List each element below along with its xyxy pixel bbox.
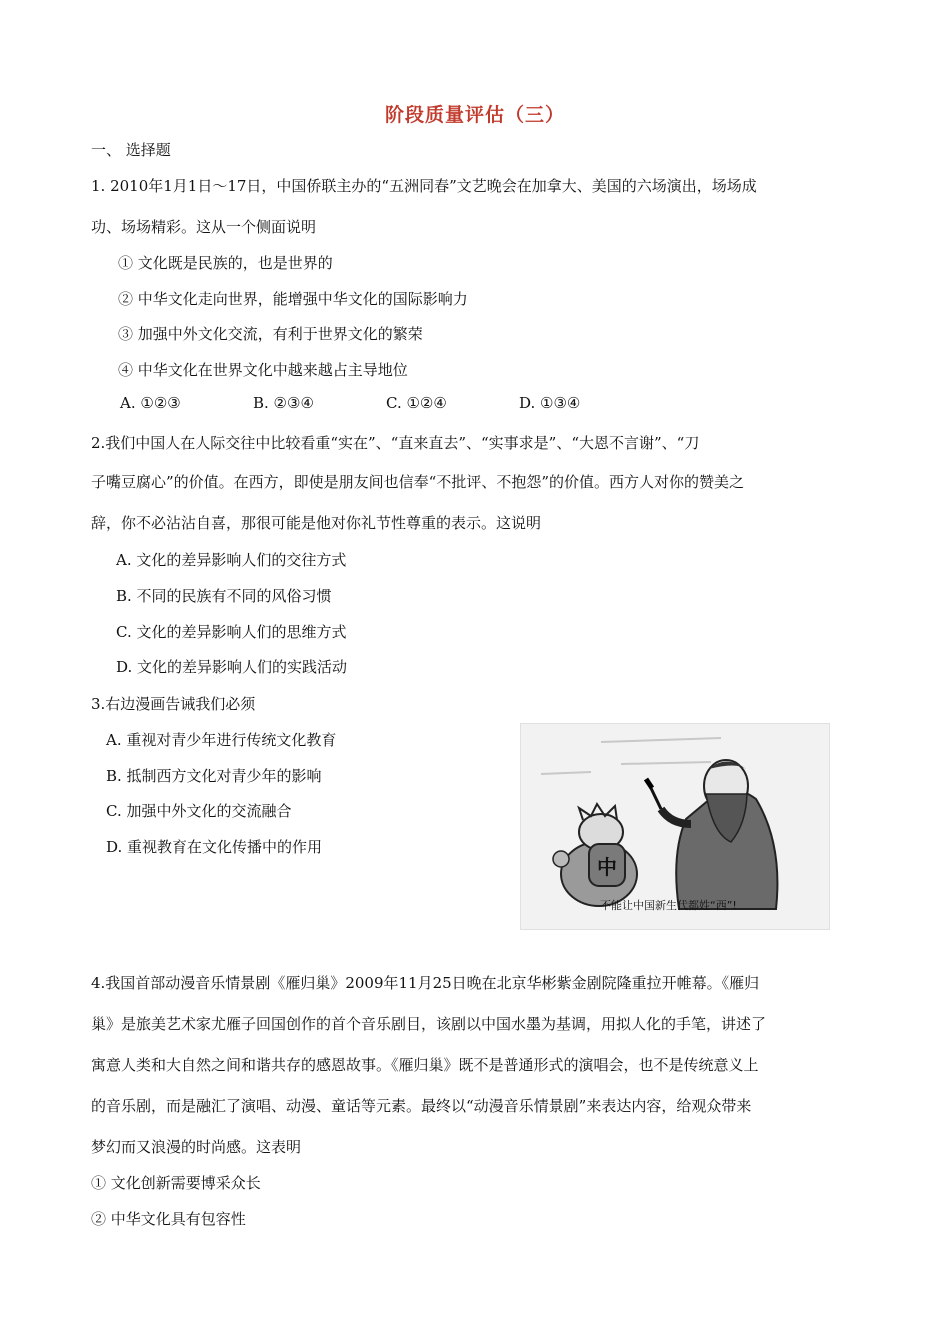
- q1-item-4: ④ 中华文化在世界文化中越来越占主导地位: [118, 361, 408, 379]
- cartoon-caption: 不能让中国新生代都姓“西”!: [600, 899, 737, 912]
- q1-item-1: ① 文化既是民族的，也是世界的: [118, 254, 333, 272]
- q4-stem-line-4: 的音乐剧，而是融汇了演唱、动漫、童话等元素。最终以“动漫音乐情景剧”来表达内容，给观众带来: [91, 1097, 752, 1115]
- q2-option-c: C. 文化的差异影响人们的思维方式: [116, 623, 347, 641]
- q1-option-b: B. ②③④: [253, 394, 314, 412]
- q3-stem: 3.右边漫画告诫我们必须: [91, 695, 256, 713]
- q4-stem-line-5: 梦幻而又浪漫的时尚感。这表明: [91, 1138, 302, 1156]
- q1-item-2: ② 中华文化走向世界，能增强中华文化的国际影响力: [118, 290, 468, 308]
- q4-stem-line-2: 巢》是旅美艺术家尤雁子回国创作的首个音乐剧目，该剧以中国水墨为基调，用拟人化的手笔，讲述了: [91, 1015, 767, 1033]
- q3-option-d: D. 重视教育在文化传播中的作用: [106, 838, 323, 856]
- q1-options: [120, 394, 652, 412]
- q1-stem-line-2: 功、场场精彩。这从一个侧面说明: [91, 218, 317, 236]
- q1-stem-line-1: 1. 2010年1月1日～17日，中国侨联主办的“五洲同春”文艺晚会在加拿大、美国的六场演出，场场成: [91, 177, 757, 195]
- q2-stem-line-2: 子嘴豆腐心”的价值。在西方，即使是朋友间也信奉“不批评、不抱怨”的价值。西方人对你的赞美之: [91, 473, 745, 491]
- q4-item-2: ② 中华文化具有包容性: [91, 1210, 246, 1228]
- page-title: 阶段质量评估（三）: [384, 104, 565, 126]
- q2-stem-line-3: 辞，你不必沾沾自喜，那很可能是他对你礼节性尊重的表示。这说明: [91, 514, 542, 532]
- q2-option-a: A. 文化的差异影响人们的交往方式: [116, 551, 347, 569]
- q3-option-a: A. 重视对青少年进行传统文化教育: [106, 731, 337, 749]
- child-figure: [553, 804, 637, 906]
- q1-option-c: C. ①②④: [386, 394, 447, 412]
- q2-stem-line-1: 2.我们中国人在人际交往中比较看重“实在”、“直来直去”、“实事求是”、“大恩不言谢”、“刀: [91, 434, 700, 452]
- q4-stem-line-1: 4.我国首部动漫音乐情景剧《雁归巢》2009年11月25日晚在北京华彬紫金剧院隆重拉开帷幕。《雁归: [91, 974, 760, 992]
- q3-option-b: B. 抵制西方文化对青少年的影响: [106, 767, 322, 785]
- section-heading: 一、 选择题: [91, 141, 171, 159]
- adult-figure: [646, 760, 777, 909]
- q1-option-d: D. ①③④: [519, 394, 581, 412]
- q1-item-3: ③ 加强中外文化交流，有利于世界文化的繁荣: [118, 325, 423, 343]
- q2-option-d: D. 文化的差异影响人们的实践活动: [116, 658, 348, 676]
- q3-option-c: C. 加强中外文化的交流融合: [106, 802, 292, 820]
- q4-stem-line-3: 寓意人类和大自然之间和谐共存的感恩故事。《雁归巢》既不是普通形式的演唱会，也不是传统意义上: [91, 1056, 759, 1074]
- q2-option-b: B. 不同的民族有不同的风俗习惯: [116, 587, 332, 605]
- q4-item-1: ① 文化创新需要博采众长: [91, 1174, 261, 1192]
- backpack-character: 中: [597, 855, 617, 879]
- q1-option-a: A. ①②③: [120, 394, 181, 412]
